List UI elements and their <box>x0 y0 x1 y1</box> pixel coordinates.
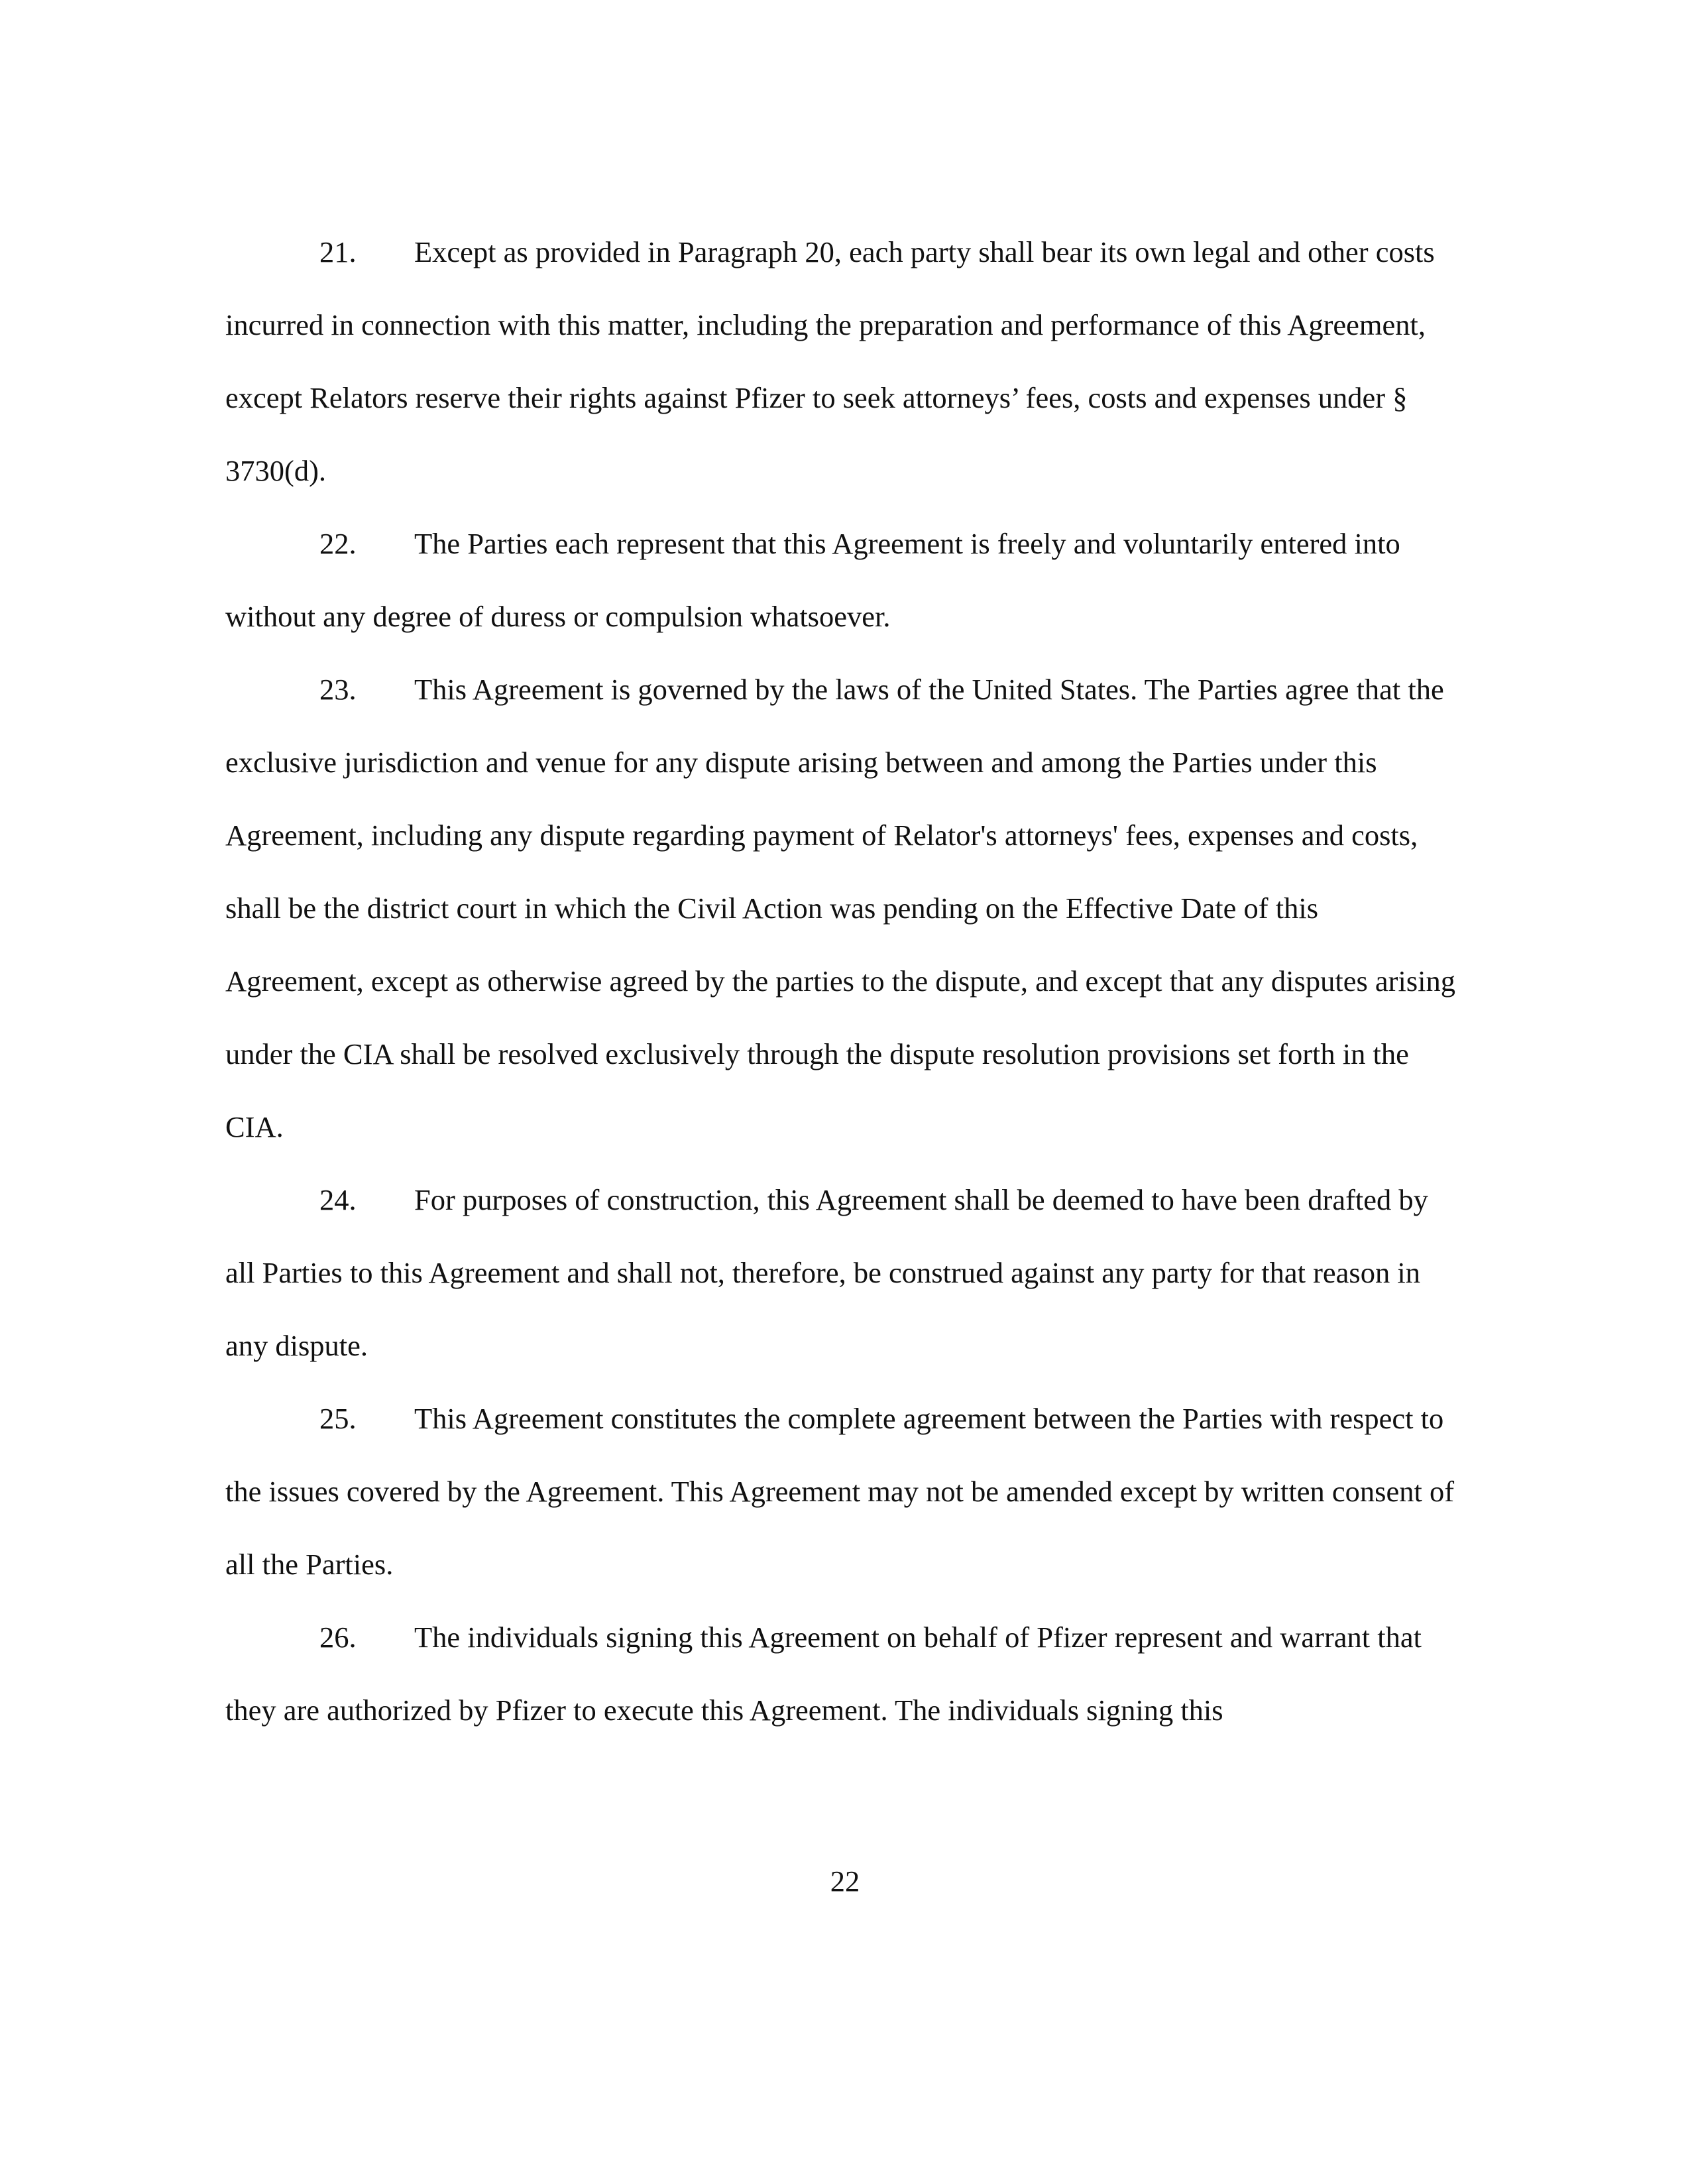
document-body <box>225 215 1461 1747</box>
paragraph-number: 24. <box>319 1183 357 1216</box>
paragraph-21 <box>225 215 1461 507</box>
paragraph-number: 22. <box>319 527 357 560</box>
paragraph-number: 25. <box>319 1402 357 1435</box>
paragraph-text: This Agreement constitutes the complete agreement between the Parties with respect to the issues covered by the Agreement. This Agreement may not be amended except by written consent of all the Parties. <box>225 1402 1455 1581</box>
page-number: 22 <box>830 1865 860 1898</box>
paragraph-text: The individuals signing this Agreement on behalf of Pfizer represent and warrant that they are authorized by Pfizer to execute this Agreement. The individuals signing this <box>225 1621 1422 1727</box>
paragraph-22 <box>225 507 1461 653</box>
paragraph-text: For purposes of construction, this Agreement shall be deemed to have been drafted by all Parties to this Agreement and shall not, therefore, be construed against any party for that reason in any dispute. <box>225 1183 1428 1362</box>
paragraph-text: This Agreement is governed by the laws of the United States. The Parties agree that the exclusive jurisdiction and venue for any dispute arising between and among the Parties under this Agreement, including any dispute regarding payment of Relator's attorneys' fees, expenses and costs, shall be the district court in which the Civil Action was pending on the Effective Date of this Agreement, except as otherwise agreed by the parties to the dispute, and except that any disputes arising under the CIA shall be resolved exclusively through the dispute resolution provisions set forth in the CIA. <box>225 673 1456 1143</box>
paragraph-number: 23. <box>319 673 357 706</box>
paragraph-24 <box>225 1163 1461 1382</box>
paragraph-number: 26. <box>319 1621 357 1654</box>
paragraph-26 <box>225 1601 1461 1747</box>
paragraph-text: The Parties each represent that this Agreement is freely and voluntarily entered into without any degree of duress or compulsion whatsoever. <box>225 527 1400 633</box>
paragraph-25 <box>225 1382 1461 1601</box>
paragraph-text: Except as provided in Paragraph 20, each party shall bear its own legal and other costs incurred in connection with this matter, including the preparation and performance of this Agreement, except Relators reserve their rights against Pfizer to seek attorneys’ fees, costs and expenses under § 3730(d). <box>225 235 1435 487</box>
paragraph-number: 21. <box>319 235 357 268</box>
paragraph-23 <box>225 653 1461 1163</box>
